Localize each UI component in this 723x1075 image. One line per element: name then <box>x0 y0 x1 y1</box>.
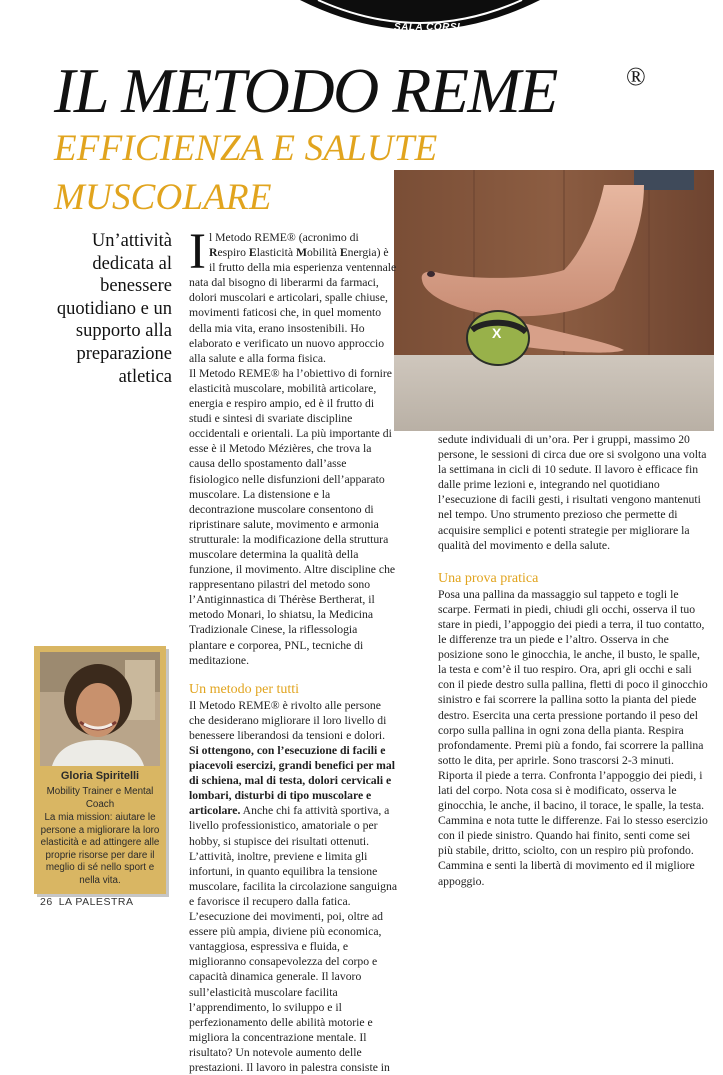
acronym-e-rest: lasticità <box>256 246 296 260</box>
p1-text-a: l Metodo REME® (acronimo di <box>208 231 359 244</box>
registered-mark: ® <box>626 62 646 91</box>
page-footer <box>40 896 133 908</box>
page-number: 26 <box>40 896 53 908</box>
author-role: Mobility Trainer e Mental Coach <box>46 786 154 810</box>
acronym-e: E <box>248 246 257 260</box>
foot-massage-ball-photo <box>394 170 714 431</box>
col2-paragraph: sedute individuali di un’ora. Per i gruppi, massimo 20 persone, le sessioni di circa due ore si svolgono una volta la settimana in cicli di 10 sedute. Il lavoro è efficace fin dalle prime lezioni e, integrando nel quotidiano l’esecuzione di facili gesti, i risultati vengono mantenuti nel tempo. Uno strumento prezioso che permette di acquisire semplici e potenti strategie per migliorare la qualità del movimento e della salute. <box>438 433 707 552</box>
s1-text-b: Anche chi fa attività sportiva, a livello professionistico, amatoriale o per hobby, si stupisce dei risultati ottenuti. L’attività, inoltre, previene e limita gli infortuni, in quanto equilibra la tensione muscolare, facilita la circolazione sanguigna e favorisce il recupero dalla fatica. L’esecuzione dei movimenti, poi, oltre ad essere più ampia, diviene più economica, vantaggiosa, espressiva e fluida, e miglioranno consapevolezza del corpo e capacità dinamica generale. Il lavoro sull’elasticità muscolare facilita l’apprendimento, lo sviluppo e il perfezionamento delle abilità motorie e migliora la concentrazione mentale. Il risultato? Un notevole aumento delle prestazioni. Il lavoro in palestra consiste in <box>189 804 398 1074</box>
author-photo <box>40 652 160 766</box>
section-heading-metodo: Un metodo per tutti <box>189 681 300 697</box>
acronym-e2: E <box>339 246 348 260</box>
section-2-paragraph: Posa una pallina da massaggio sul tappeto e togli le scarpe. Fermati in piedi, chiudi gli occhi, osserva il tuo stare in piedi, l’appoggio dei piedi a terra, il tuo contatto, le differenze tra un piede e l’altro. Osserva in che posizione sono le ginocchia, le anche, il busto, le spalle, la testa e com’è il tuo respiro. Ora, apri gli occhi e sali con il piede destro sulla pallina, fletti di poco il ginocchio sinistro e fai scorrere la pallina sotto la pianta del piede destro. Esercita una certa pressione portando il peso del corpo sulla pallina in ogni zona della pianta. Respira profondamente. Premi più a fondo, fai scorrere la pallina sotto le dita, per aprirle. Sono trascorsi 2-3 minuti. Riporta il piede a terra. Confronta l’appoggio dei piedi, i lati del corpo. Nota cosa si è modificato, osserva le ginocchia, le anche, il bacino, il torace, le spalle, la testa. Cammina e nota tutte le differenze. Fai lo stesso esercizio con il piede sinistro. Quando hai finito, senti come sei più stabile, dritto, sciolto, con un respiro più profondo. Cammina e senti la libertà di movimento ed il migliore appoggio. <box>438 587 708 888</box>
intro-pull-quote: Un’attività dedicata al benessere quotidiano e un supporto alla preparazione atletica <box>56 231 172 387</box>
acronym-m-rest: obilità <box>307 246 340 260</box>
header-arc-decoration <box>0 0 723 50</box>
subtitle-line-1: EFFICIENZA E SALUTE <box>54 128 438 169</box>
author-mission: La mia mission: aiutare le persone a migliorare la loro elasticità e ad attingere alle proprie risorse per dare il meglio di sé nello sport e nella vita. <box>40 812 160 886</box>
author-box <box>34 646 166 894</box>
s1-bold-text: Si ottengono, con l’esecuzione di facili e piacevoli esercizi, grandi benefici per mal di schiena, mal di testa, dolori cervicali e lombari, disturbi di tipo muscolare e articolare. <box>189 744 396 818</box>
author-name: Gloria Spiritelli <box>60 770 140 782</box>
paragraph-2: Il Metodo REME® ha l’obiettivo di fornire elasticità muscolare, mobilità articolare, energia e respiro ampio, ed è il frutto di studi e sintesi di svariate discipline occidentali e orientali. La più importante di esse è il Metodo Mézières, che trova la causa dello spostamento dall’asse fisiologico nelle disfunzioni dell’apparato muscolare. La distensione e la decontrazione muscolare consentono di ripristinare salute, movimento e armonia strutturale: la modificazione della struttura muscolare determina la qualità della funzione, il movimento. Altre discipline che rappresentano pilastri del metodo sono l’Antiginnastica di Thérèse Bertherat, il metodo Monari, lo shiatsu, la Medicina Tradizionale Cinese, la riflessologia plantare e corporea, PNL, tecniche di meditazione. <box>189 366 396 667</box>
s1-text-a: Il Metodo REME® è rivolto alle persone che desiderano migliorare il loro livello di benessere liberandosi da tensioni e dolori. <box>189 698 387 742</box>
magazine-name: LA PALESTRA <box>58 896 134 908</box>
subtitle-line-2: MUSCOLARE <box>54 177 272 218</box>
svg-text:X: X <box>492 325 502 341</box>
page-title: IL METODO REME <box>54 55 557 126</box>
acronym-e2-rest: nergia) è il frutto della mia esperienza ventennale nata dal bisogno di liberarmi da farmaci, dolori muscolari e articolari, spalle chiuse, movimenti faticosi che, in quel momento della mia vita, erano insostenibili. Ho elaborato e verificato un nuovo approccio alla salute e alla forma fisica. <box>189 246 397 365</box>
section-tag: SALA CORSI <box>394 22 461 33</box>
acronym-m: M <box>296 246 308 260</box>
acronym-r-rest: espiro <box>217 246 249 260</box>
section-heading-prova: Una prova pratica <box>438 570 539 586</box>
section-1-paragraph <box>189 698 397 1075</box>
drop-cap: I <box>189 224 206 280</box>
acronym-r: R <box>208 246 218 260</box>
intro-paragraph <box>189 224 397 366</box>
body-column-2 <box>438 432 708 889</box>
body-column-1 <box>189 224 398 1075</box>
